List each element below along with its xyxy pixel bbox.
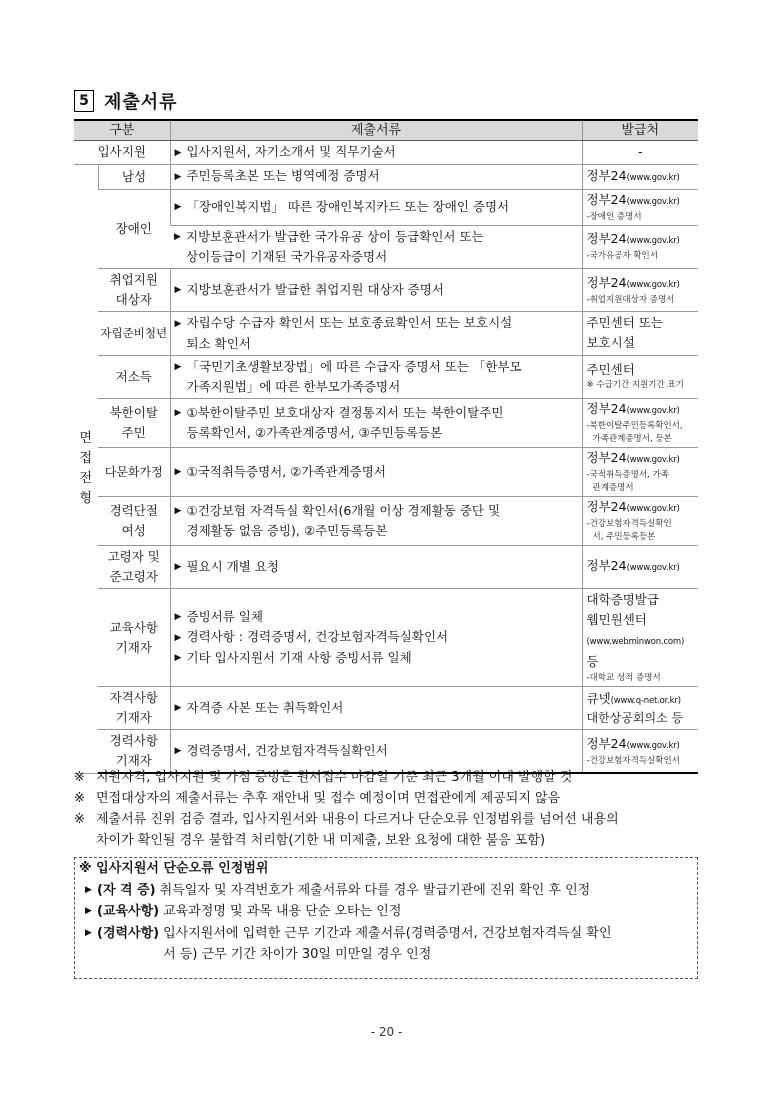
triangle-bullet-icon: ▶ (174, 362, 182, 372)
category-line: 교육사항 (109, 619, 158, 635)
row-category (98, 399, 170, 448)
error-item-label: (경력사항) (97, 925, 160, 941)
triangle-bullet-icon: ▶ (85, 884, 92, 895)
row-issuer (582, 546, 698, 589)
issuer-suffix: 등 (586, 654, 599, 669)
row-document-cont: 가족지원법」에 따른 한부모가족증명서 (186, 379, 401, 394)
issuer-note: -국적취득증명서, 가족 (586, 470, 669, 480)
issuer-url: (www.gov.kr) (626, 279, 680, 290)
triangle-bullet-icon: ▶ (174, 632, 182, 643)
table-row (74, 589, 698, 687)
table-row (74, 399, 698, 448)
table-header-row (74, 120, 698, 141)
row-issuer (582, 225, 698, 269)
error-item (75, 923, 697, 966)
page-number: - 20 - (370, 1025, 403, 1039)
side-char: 면 (79, 430, 93, 446)
issuer-note: 가족관계증명서, 등본 (592, 434, 672, 444)
category-line: 취업지원 (109, 272, 158, 287)
row-issuer (582, 189, 698, 225)
row-document: 지방보훈관서가 발급한 취업지원 대상자 증명서 (186, 281, 444, 297)
issuer-url: (www.gov.kr) (626, 236, 680, 247)
table-row (74, 546, 698, 589)
triangle-bullet-icon: ▶ (174, 703, 182, 714)
row-category (98, 589, 170, 687)
table-row (74, 497, 698, 546)
issuer-url: (www.gov.kr) (626, 504, 680, 514)
note-item (74, 809, 704, 851)
row-issuer (582, 312, 698, 356)
error-item-text: 교육과정명 및 과목 내용 단순 오타는 인정 (163, 904, 402, 919)
category-line: 여성 (121, 523, 146, 538)
issuer-url: (www.gov.kr) (626, 563, 680, 573)
triangle-bullet-icon: ▶ (174, 467, 182, 478)
note-text: 지원자격, 입사지원 및 가점 증빙은 원서접수 마감일 기준 최근 3개월 이내 발행할 것 (96, 770, 573, 785)
side-char: 접 (79, 450, 93, 466)
note-text: 제출서류 진위 검증 결과, 입사지원서와 내용이 다르거나 단순오류 인정범위를 넘어선 내용의 (96, 812, 619, 827)
issuer-note: -국가유공자 확인서 (586, 251, 658, 262)
row-document: 필요시 개별 요청 (186, 558, 279, 574)
issuer-name: 보호시설 (586, 335, 635, 351)
issuer-url: (www.gov.kr) (626, 196, 680, 207)
issuer-url: (www.webminwon.com) (586, 637, 685, 647)
section-number: 5 (74, 90, 94, 112)
row-category: 입사지원 (74, 141, 170, 165)
table-row (74, 355, 698, 399)
table-row (74, 189, 698, 225)
row-document: 「장애인복지법」 따른 장애인복지카드 또는 장애인 증명서 (186, 198, 510, 214)
issuer-name: 대학증명발급 (586, 592, 659, 607)
row-issuer (582, 164, 698, 189)
row-document-cont: 경제활동 없음 증빙), ②주민등록등본 (186, 523, 388, 539)
issuer-name: 주민센터 또는 (586, 315, 663, 331)
issuer-name: 정부24 (586, 401, 627, 416)
issuer-name: 주민센터 (586, 362, 635, 378)
error-item (75, 901, 697, 923)
row-document: 자격증 사본 또는 취득확인서 (186, 699, 344, 715)
issuer-url: (www.gov.kr) (626, 455, 680, 465)
triangle-bullet-icon: ▶ (85, 927, 92, 938)
row-document: ①건강보험 자격득실 확인서(6개월 이상 경제활동 중단 및 (186, 502, 501, 518)
issuer-name: 정부24 (586, 231, 627, 247)
documents-table (74, 119, 698, 774)
row-document: 증빙서류 일체 (186, 608, 263, 624)
row-issuer (582, 269, 698, 312)
category-line: 기재자 (115, 710, 152, 725)
issuer-note: -장애인 증명서 (586, 211, 642, 222)
row-document-cont: 상이등급이 기재된 국가유공자증명서 (186, 249, 388, 264)
category-line: 북한이탈 (109, 405, 158, 420)
row-document: 입사지원서, 자기소개서 및 직무기술서 (186, 144, 396, 159)
issuer-url: (www.q-net.or.kr) (610, 695, 681, 706)
issuer-note: -취업지원대상자 증명서 (586, 294, 675, 305)
triangle-bullet-icon: ▶ (174, 202, 182, 213)
row-issuer (582, 687, 698, 730)
table-row (74, 269, 698, 312)
error-box-title: ※ 입사지원서 단순오류 인정범위 (79, 861, 269, 876)
category-line: 경력사항 (109, 733, 158, 748)
issuer-name: 정부24 (586, 274, 627, 290)
row-document: 자립수당 수급자 확인서 또는 보호종료확인서 또는 보호시설 (186, 315, 513, 330)
row-category: 장애인 (98, 189, 170, 269)
error-item-text (159, 923, 697, 966)
row-document: 경력증명서, 건강보험자격득실확인서 (186, 742, 388, 758)
triangle-bullet-icon: ▶ (174, 562, 182, 573)
issuer-name: 큐넷 (586, 690, 611, 706)
triangle-bullet-icon: ▶ (174, 653, 182, 664)
issuer-name: 정부24 (586, 735, 627, 751)
error-item-text-line: 서 등) 근무 기간 차이가 30일 미만일 경우 인정 (163, 947, 432, 962)
note-mark: ※ (74, 791, 85, 806)
error-item-label: (자 격 증) (97, 882, 156, 898)
interview-stage-label (74, 164, 98, 773)
error-range-box (74, 857, 698, 979)
triangle-bullet-icon: ▶ (174, 285, 182, 296)
issuer-name: 정부24 (586, 191, 627, 207)
row-category: 자립준비청년 (98, 312, 170, 356)
row-document: ①국적취득증명서, ②가족관계증명서 (186, 463, 386, 479)
section-title: 제출서류 (104, 92, 178, 113)
note-mark: ※ (74, 812, 85, 827)
table-row (74, 164, 698, 189)
error-item (75, 880, 697, 902)
issuer-note: 관계증명서 (592, 483, 634, 493)
triangle-bullet-icon: ▶ (174, 232, 181, 242)
issuer-name: 정부24 (586, 450, 627, 465)
row-issuer (582, 589, 698, 687)
row-issuer (582, 448, 698, 497)
row-category (98, 269, 170, 312)
row-document: ①북한이탈주민 보호대상자 결정통지서 또는 북한이탈주민 (186, 404, 504, 420)
row-issuer (582, 399, 698, 448)
table-row (74, 687, 698, 730)
row-document: 지방보훈관서가 발급한 국가유공 상이 등급확인서 또는 (186, 228, 484, 244)
triangle-bullet-icon: ▶ (174, 408, 182, 419)
table-row (74, 141, 698, 165)
row-category (98, 687, 170, 730)
issuer-name: 대한상공회의소 등 (586, 710, 684, 725)
triangle-bullet-icon: ▶ (174, 506, 182, 517)
side-char: 형 (79, 490, 93, 506)
category-line: 대상자 (115, 292, 152, 307)
row-document-cont: 퇴소 확인서 (186, 335, 251, 351)
category-line: 주민 (121, 425, 146, 440)
table-row (74, 312, 698, 356)
row-document: 기타 입사지원서 기재 사항 증빙서류 일체 (186, 649, 412, 665)
triangle-bullet-icon: ▶ (174, 318, 182, 329)
issuer-note: -북한이탈주민등록확인서, (586, 421, 683, 431)
row-issuer (582, 355, 698, 399)
triangle-bullet-icon: ▶ (174, 746, 182, 757)
issuer-note: ※ 수급기간 지원기간 표기 (586, 380, 684, 391)
issuer-url: (www.gov.kr) (626, 406, 680, 416)
category-line: 경력단절 (109, 503, 158, 518)
row-issuer (582, 497, 698, 546)
issuer-note: -건강보험자격득실확인서 (586, 755, 680, 766)
table-row (74, 448, 698, 497)
side-char: 전 (79, 470, 93, 486)
note-item (74, 767, 704, 788)
notes-section (74, 767, 704, 851)
issuer-note: -건강보험자격득실확인 (586, 519, 672, 529)
error-item-text: 취득일자 및 자격번호가 제출서류와 다를 경우 발급기관에 진위 확인 후 인정 (159, 882, 591, 898)
row-document-cont: 등록확인서, ②가족관계증명서, ③주민등록등본 (186, 425, 443, 441)
error-item-text-line: 입사지원서에 입력한 근무 기간과 제출서류(경력증명서, 건강보험자격득실 확인 (163, 925, 612, 941)
triangle-bullet-icon: ▶ (85, 906, 92, 916)
issuer-url: (www.gov.kr) (626, 172, 680, 183)
error-item-label: (교육사항) (97, 904, 160, 919)
triangle-bullet-icon: ▶ (174, 171, 182, 182)
triangle-bullet-icon: ▶ (174, 147, 182, 158)
issuer-note: 서, 주민등록등본 (592, 532, 656, 542)
category-line: 자격사항 (109, 690, 158, 705)
section-heading (74, 88, 178, 114)
issuer-url: (www.gov.kr) (626, 740, 680, 751)
issuer-name: 웹민원센터 (586, 612, 647, 627)
issuer-note: -대학교 성적 증명서 (586, 673, 661, 683)
note-text: 면접대상자의 제출서류는 추후 재안내 및 접수 예정이며 면접관에게 제공되지 않음 (96, 791, 561, 806)
note-mark: ※ (74, 770, 85, 785)
category-line: 준고령자 (109, 569, 158, 584)
row-document: 주민등록초본 또는 병역예정 증명서 (186, 168, 380, 184)
header-issuer: 발급처 (582, 120, 698, 141)
header-category: 구분 (74, 120, 170, 141)
note-item (74, 788, 704, 809)
row-document: 경력사항 : 경력증명서, 건강보험자격득실확인서 (186, 629, 449, 645)
issuer-name: 정부24 (586, 167, 627, 183)
row-category (98, 497, 170, 546)
category-line: 기재자 (115, 639, 152, 655)
row-document: 「국민기초생활보장법」에 따른 수급자 증명서 또는 「한부모 (186, 358, 522, 374)
issuer-name: 정부24 (586, 558, 627, 573)
issuer-name: 정부24 (586, 499, 627, 514)
row-issuer: - (582, 141, 698, 165)
note-text: 차이가 확인될 경우 불합격 처리함(기한 내 미제출, 보완 요청에 대한 불응 포함) (96, 833, 546, 848)
triangle-bullet-icon: ▶ (174, 612, 182, 623)
row-category (98, 546, 170, 589)
row-category: 저소득 (98, 355, 170, 399)
header-documents: 제출서류 (170, 120, 582, 141)
row-category: 남성 (98, 164, 170, 189)
category-line: 고령자 및 (107, 549, 160, 564)
category-line: 기재자 (115, 753, 152, 768)
row-category: 다문화가정 (98, 448, 170, 497)
